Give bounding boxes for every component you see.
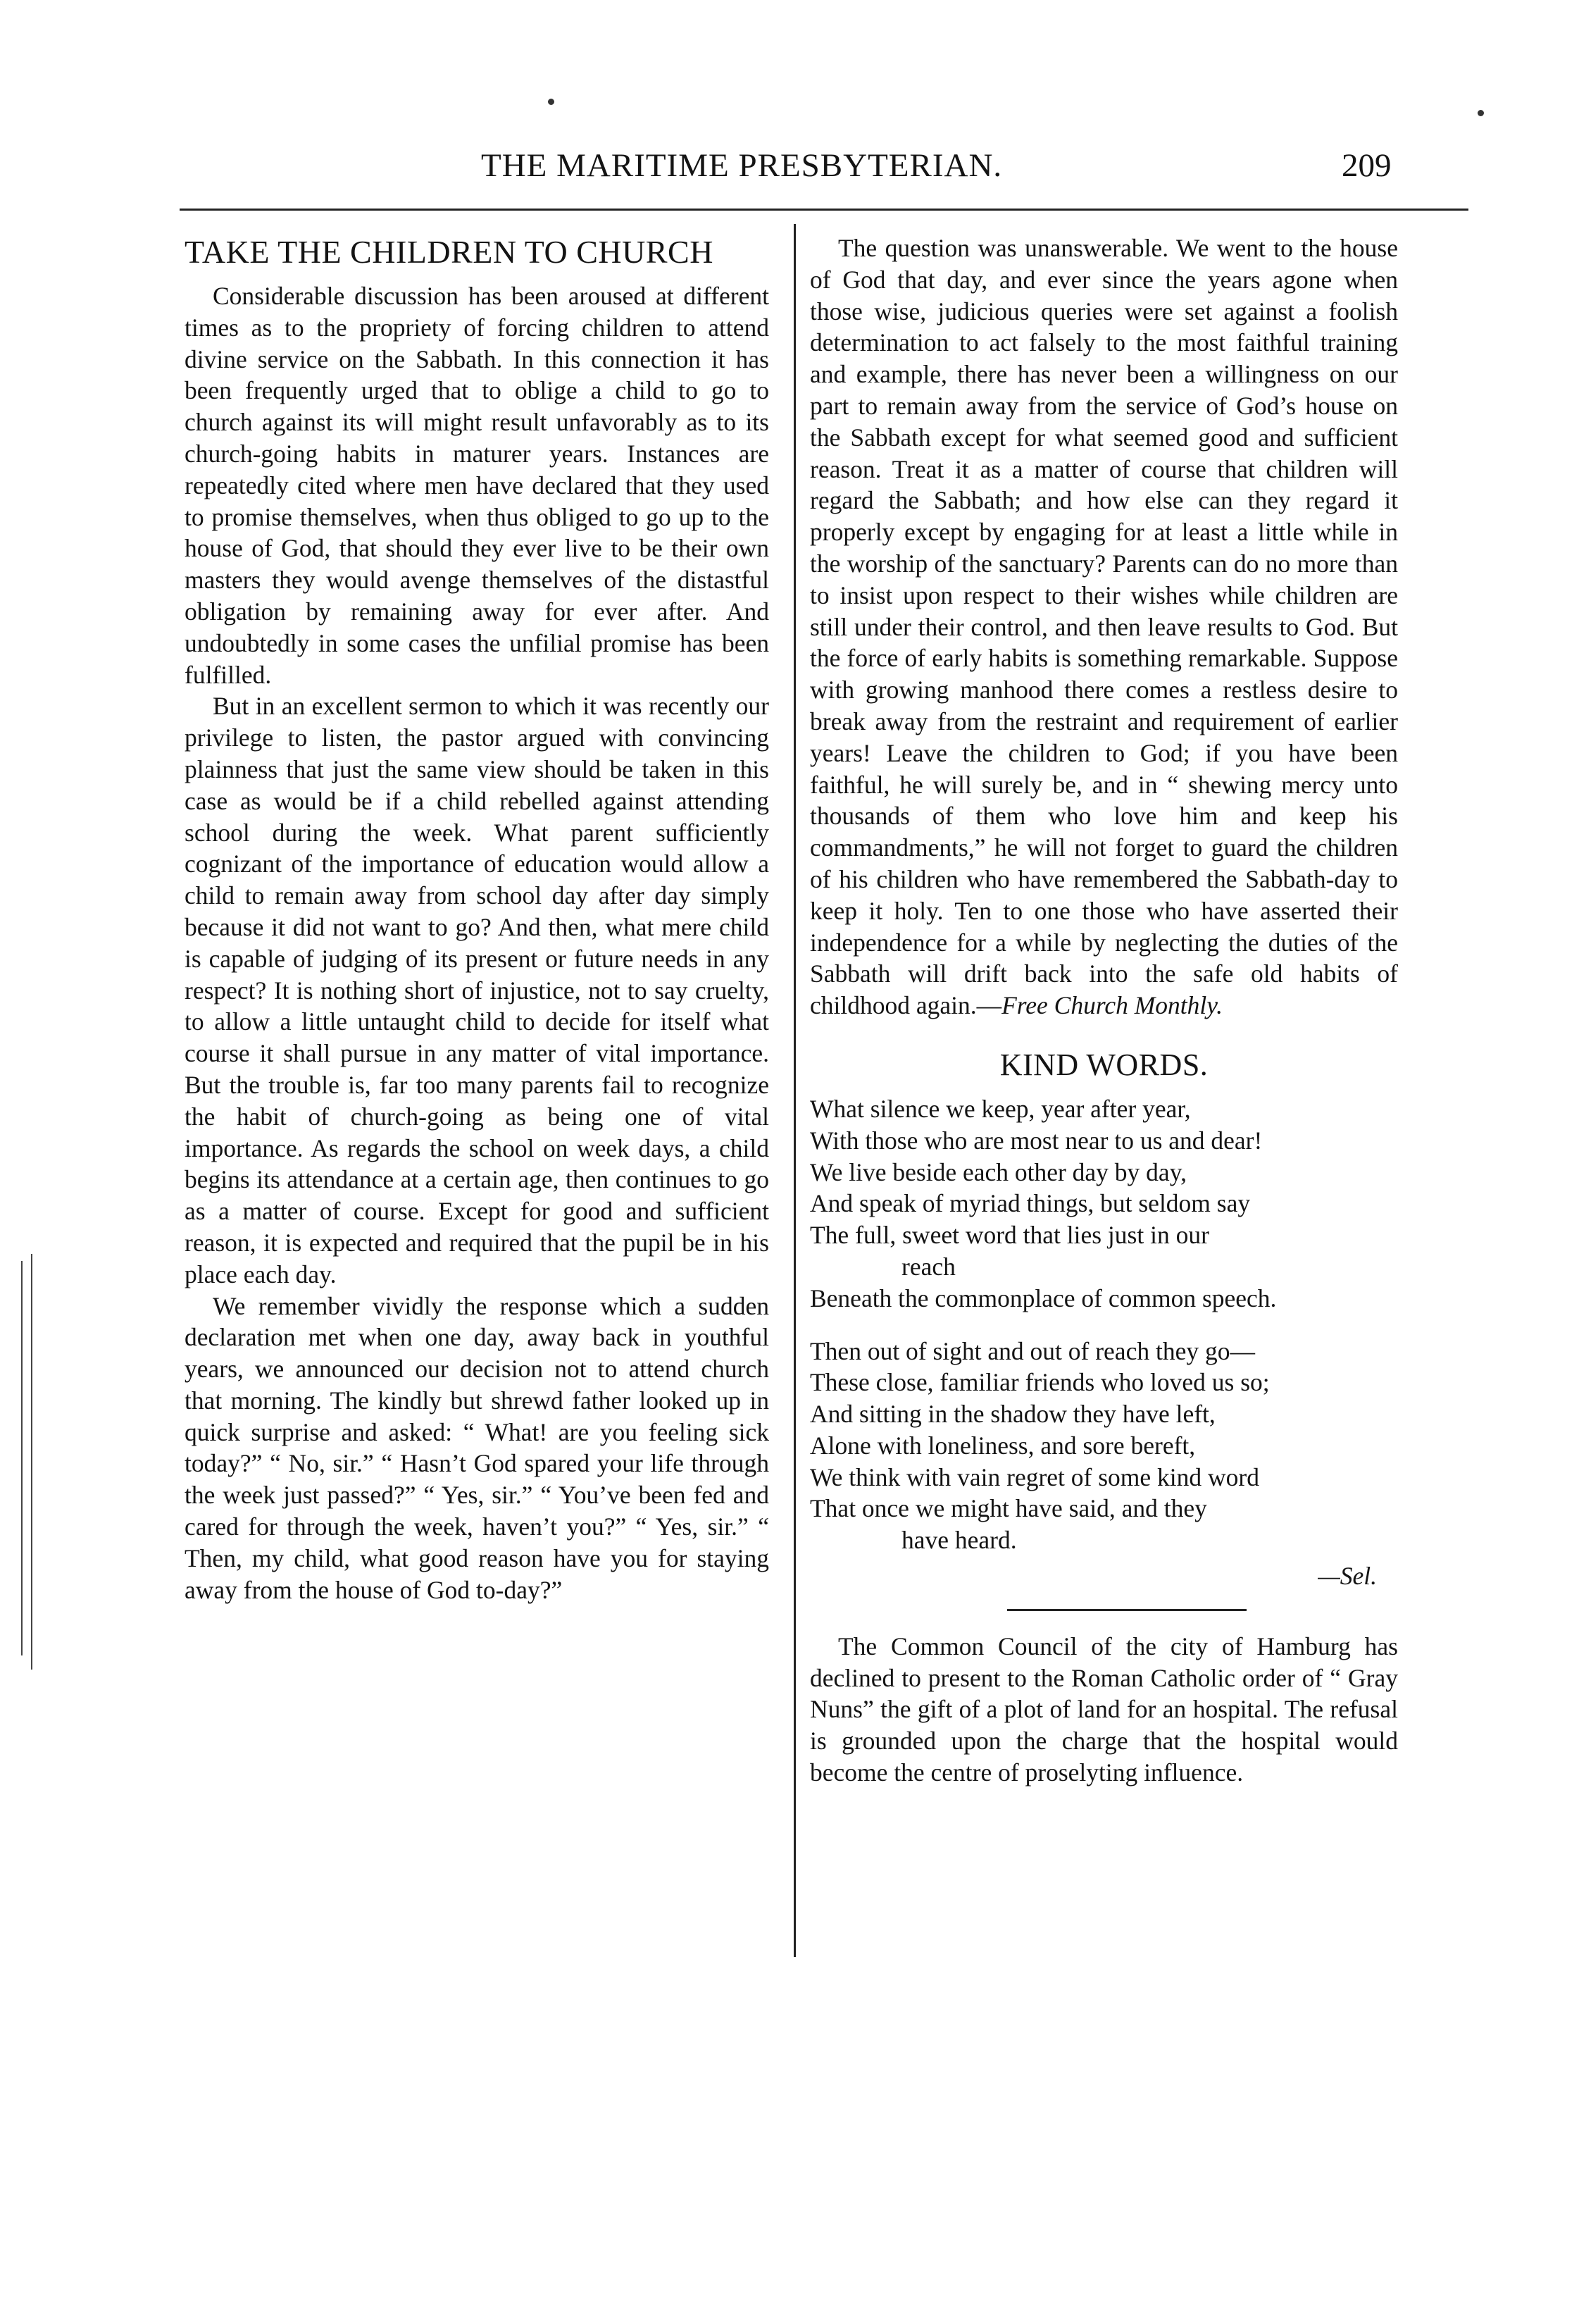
page-number: 209 [1342, 147, 1392, 184]
article-paragraph: The question was unanswerable. We went to the house of God that day, and ever since the years agone when those wise, judicious queries were set against a foolish determination to act falsely to the most faithful training and example, there has never been a willingness on our part to remain away from the service of God’s house on the Sabbath except for what seemed good and sufficient reason. Treat it as a matter of course that children will regard the Sabbath; and how else can they regard it properly except by engaging for at least a little while in the worship of the sanctuary? Parents can do no more than to insist upon respect to their wishes while children are still under their control, and then leave results to God. But the force of early habits is something remarkable. Suppose with growing manhood there comes a restless desire to break away from the restraint and requirement of earlier years! Leave the children to God; if you have been faithful, he will surely be, and in “ shewing mercy unto thousands of them who love him and keep his commandments,” he will not forget to guard the children of his children who have remembered the Sabbath-day to keep it holy. Ten to one those who have asserted their independence for a while by neglecting the duties of the Sabbath will drift back into the safe old habits of childhood again.—Free Church Monthly. [810, 234, 1398, 1020]
poem-line: What silence we keep, year after year, [810, 1094, 1191, 1123]
article-paragraph: But in an excellent sermon to which it was recently our privilege to listen, the pastor argued with convincing plainness that just the same view should be taken in this case as would be if a child rebelled against attending school during the week. What parent sufficiently cognizant of the importance of education would allow a child to remain away from school day after day simply because it did not want to go? And then, what mere child is capable of judging of its present or future needs in any respect? It is nothing short of injustice, not to say cruelty, to allow a little untaught child to decide for itself what course it shall pursue in any matter of vital importance. But the trouble is, far too many parents fail to recognize the habit of church-going as being one of vital importance. As regards the school on week days, a child begins its attendance at a certain age, then continues to go as a matter of course. Except for good and sufficient reason, it is expected and required that the pupil be in his place each day. [185, 692, 769, 1288]
poem-line: And speak of myriad things, but seldom say [810, 1189, 1251, 1218]
article-source: Free Church Monthly. [1001, 991, 1223, 1020]
poem-line: With those who are most near to us and dear! [810, 1126, 1263, 1155]
running-title: THE MARITIME PRESBYTERIAN. [481, 147, 1003, 184]
poem-line: Alone with loneliness, and sore bereft, [810, 1431, 1196, 1460]
page-header [0, 125, 1579, 189]
poem-line: We think with vain regret of some kind word [810, 1462, 1259, 1491]
poem-line: We live beside each other day by day, [810, 1157, 1187, 1186]
article-paragraph: Considerable discussion has been aroused at different times as to the propriety of forcing children to attend divine service on the Sabbath. In this connection it has been frequently urged that to oblige a child to go to church against its will might result unfavorably as to its church-going habits in maturer years. Instances are repeatedly cited where men have declared that they used to promise themselves, when thus obliged to go up to the house of God, that should they ever live to be their own masters they would avenge themselves of the distastful obligation by remaining away for ever after. And undoubtedly in some cases the unfilial promise has been fulfilled. [185, 282, 769, 689]
poem-line: reach [901, 1252, 956, 1281]
right-column [810, 232, 1398, 1789]
column-divider [794, 224, 796, 1957]
news-item: The Common Council of the city of Hamburg has declined to present to the Roman Catholic order of “ Gray Nuns” the gift of a plot of land for an hospital. The refusal is grounded upon the charge that the hospital would become the centre of proselyting influence. [810, 1632, 1398, 1787]
poem-stanza [810, 1093, 1398, 1315]
poem-line: And sitting in the shadow they have left, [810, 1400, 1216, 1429]
speck-mark [548, 99, 554, 105]
poem-attribution: —Sel. [1318, 1562, 1377, 1591]
poem-line: Beneath the commonplace of common speech. [810, 1284, 1277, 1312]
header-rule [180, 209, 1468, 211]
poem-line: That once we might have said, and they [810, 1494, 1207, 1523]
margin-annotation [21, 1261, 23, 1655]
poem-title: KIND WORDS. [999, 1047, 1209, 1082]
article-title: TAKE THE CHILDREN TO CHURCH [185, 234, 713, 270]
poem-line: The full, sweet word that lies just in our [810, 1221, 1209, 1250]
speck-mark [1478, 110, 1484, 116]
poem-line: Then out of sight and out of reach they go— [810, 1336, 1255, 1365]
poem-line: have heard. [901, 1526, 1017, 1555]
article-paragraph: We remember vividly the response which a sudden declaration met when one day, away back in youthful years, we announced our decision not to attend church that morning. The kindly but shrewd father looked up in quick surprise and asked: “ What! are you feeling sick today?” “ No, sir.” “ Hasn’t God spared your life through the week just passed?” “ Yes, sir.” “ You’ve been fed and cared for through the week, haven’t you?” “ Yes, sir.” “ Then, my child, what good reason have you for staying away from the house of God to-day?” [185, 1291, 769, 1604]
margin-annotation [31, 1254, 32, 1670]
left-column [185, 232, 769, 1605]
poem-stanza [810, 1336, 1398, 1557]
poem-line: These close, familiar friends who loved us so; [810, 1368, 1270, 1397]
section-rule [1007, 1609, 1247, 1611]
